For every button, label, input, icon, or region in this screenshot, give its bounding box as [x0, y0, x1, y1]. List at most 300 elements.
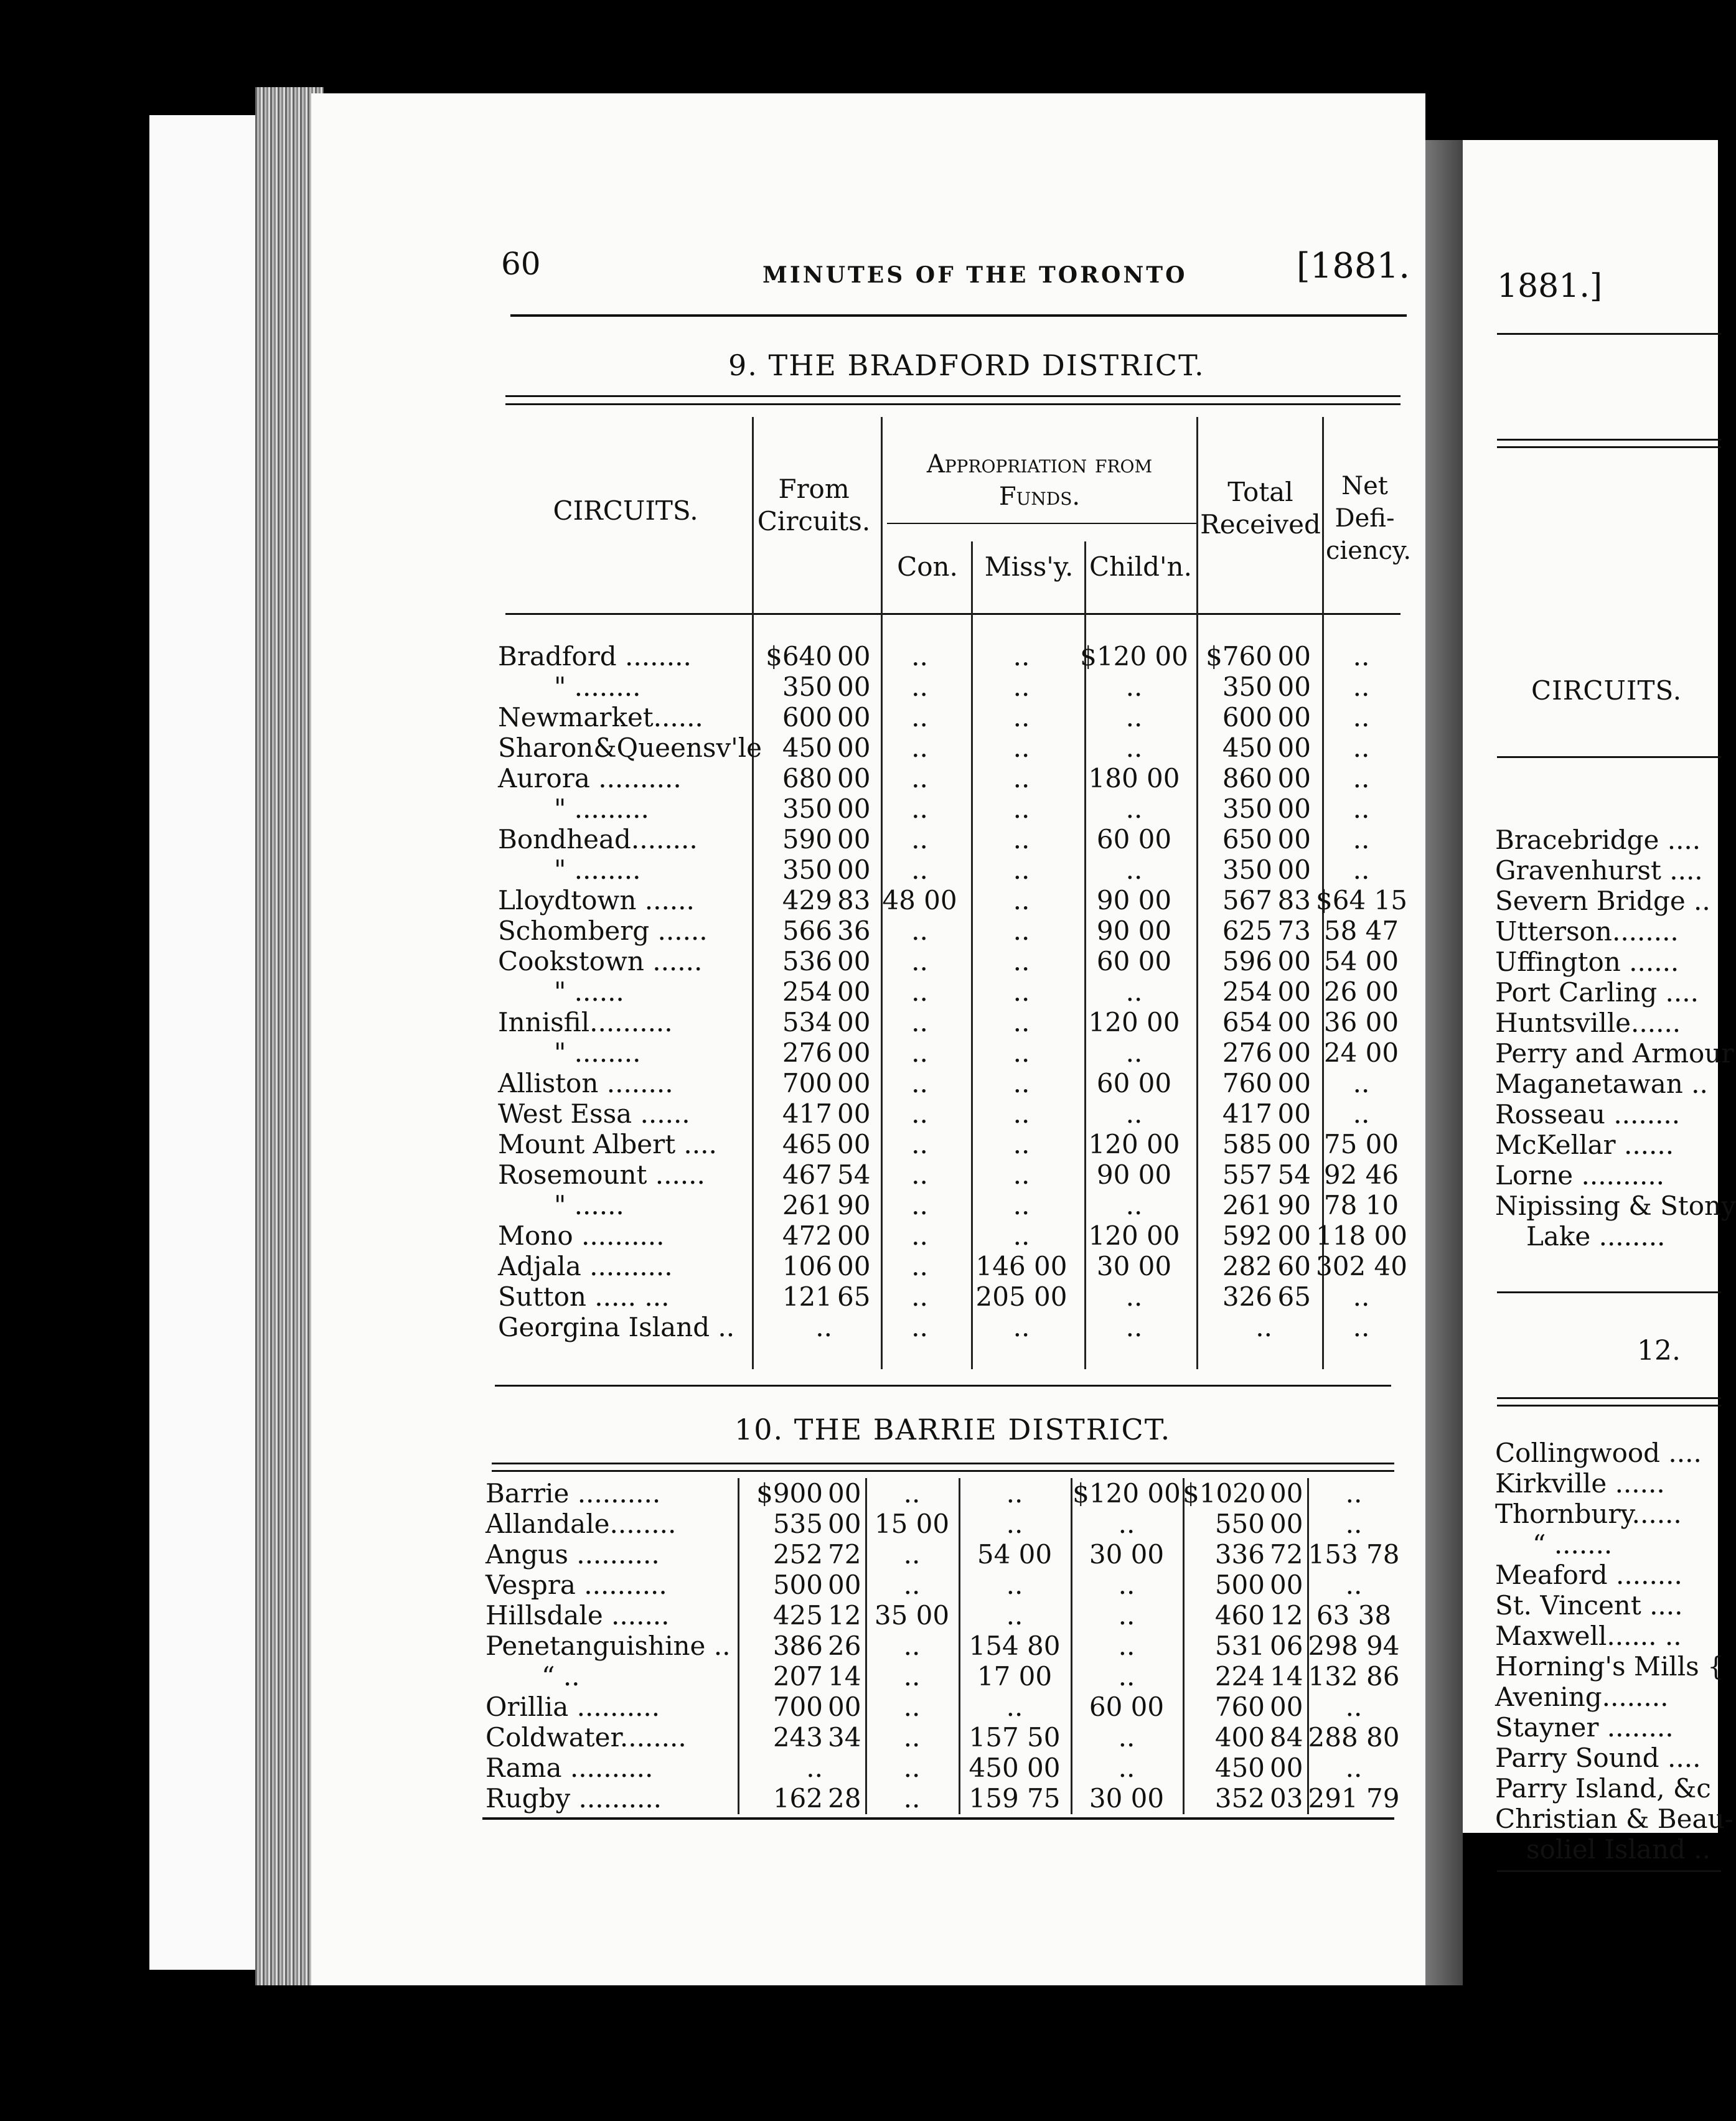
net-deficiency: 63 38: [1316, 1600, 1392, 1631]
total-cents: 00: [1277, 976, 1311, 1007]
childn-value: 120 00: [1088, 1129, 1180, 1159]
circuit-name: “ ..: [542, 1661, 580, 1692]
list-item: Avening........: [1495, 1682, 1669, 1712]
childn-value: 90 00: [1096, 1159, 1172, 1190]
rule: [1497, 756, 1721, 758]
total-cents: 00: [1277, 763, 1311, 794]
childn-value: ..: [1125, 1037, 1143, 1068]
circuit-name: Alliston ........: [498, 1068, 673, 1098]
from-cents: 00: [837, 1037, 871, 1068]
from-dollars: 590: [782, 824, 832, 854]
right-page-list: [1495, 1438, 1734, 1865]
missy-value: ..: [1013, 672, 1030, 702]
rule: [1497, 439, 1721, 441]
from-cents: 26: [828, 1631, 861, 1661]
childn-value: 60 00: [1096, 824, 1172, 854]
total-dollars: 596: [1222, 946, 1272, 976]
net-deficiency: $64 15: [1316, 885, 1407, 915]
missy-value: 450 00: [969, 1753, 1061, 1783]
con-value: ..: [903, 1539, 921, 1570]
page-year: [1881.: [1296, 246, 1410, 286]
missy-value: ..: [1006, 1509, 1023, 1539]
table-row: [486, 1753, 1401, 1783]
circuit-name: Cookstown ......: [498, 946, 703, 976]
total-cents: 73: [1277, 915, 1311, 946]
childn-value: ..: [1125, 1098, 1143, 1129]
list-item: Stayner ........: [1495, 1712, 1674, 1743]
total-dollars: 760: [1214, 1692, 1265, 1722]
net-deficiency: ..: [1353, 641, 1370, 672]
childn-value: ..: [1118, 1509, 1135, 1539]
total-dollars: 350: [1222, 794, 1272, 824]
con-value: ..: [903, 1783, 921, 1814]
childn-value: $120 00: [1072, 1478, 1181, 1509]
con-value: 15 00: [874, 1509, 950, 1539]
total-dollars: 417: [1222, 1098, 1272, 1129]
total-cents: 00: [1277, 702, 1311, 733]
circuit-name: Innisfil..........: [498, 1007, 673, 1037]
missy-value: 157 50: [969, 1722, 1061, 1753]
from-cents: [828, 1753, 865, 1783]
from-cents: 14: [828, 1661, 861, 1692]
from-cents: 34: [828, 1722, 861, 1753]
total-dollars: ..: [1255, 1312, 1272, 1342]
book-gutter: [1425, 140, 1463, 1985]
con-value: ..: [911, 1190, 928, 1220]
missy-value: ..: [1013, 794, 1030, 824]
total-cents: 00: [1277, 1220, 1311, 1251]
table-row: [498, 1251, 1407, 1281]
net-deficiency: ..: [1353, 854, 1370, 885]
right-page-district-number: 12.: [1637, 1335, 1681, 1367]
childn-value: ..: [1125, 1190, 1143, 1220]
circuit-name: Orillia ..........: [486, 1692, 660, 1722]
from-dollars: 252: [772, 1539, 823, 1570]
missy-value: ..: [1013, 824, 1030, 854]
total-cents: 84: [1270, 1722, 1303, 1753]
childn-value: ..: [1125, 672, 1143, 702]
net-deficiency: 291 79: [1308, 1783, 1400, 1814]
con-value: ..: [911, 763, 928, 794]
con-value: ..: [903, 1631, 921, 1661]
table-row: [498, 1068, 1407, 1098]
childn-value: ..: [1125, 794, 1143, 824]
from-dollars: 207: [772, 1661, 823, 1692]
from-dollars: ..: [806, 1753, 823, 1783]
circuit-name: Allandale........: [486, 1509, 677, 1539]
childn-value: 30 00: [1089, 1539, 1165, 1570]
net-deficiency: ..: [1345, 1509, 1363, 1539]
rule: [505, 613, 1401, 615]
list-item: soliel Island ..: [1526, 1834, 1710, 1865]
background-page: [149, 115, 261, 1970]
net-deficiency: ..: [1353, 794, 1370, 824]
con-value: ..: [911, 1098, 928, 1129]
from-cents: 00: [837, 702, 871, 733]
net-deficiency: 118 00: [1316, 1220, 1407, 1251]
from-cents: 00: [837, 824, 871, 854]
con-value: ..: [911, 915, 928, 946]
total-dollars: 350: [1222, 672, 1272, 702]
from-dollars: 243: [772, 1722, 823, 1753]
net-deficiency: 78 10: [1323, 1190, 1399, 1220]
circuit-name: Sutton ..... ...: [498, 1281, 670, 1312]
list-item: Christian & Beau-: [1495, 1804, 1734, 1834]
rule: [1497, 1291, 1721, 1293]
missy-value: ..: [1013, 1068, 1030, 1098]
con-value: ..: [903, 1722, 921, 1753]
net-deficiency: ..: [1353, 824, 1370, 854]
childn-value: 90 00: [1096, 915, 1172, 946]
header-total: Total Received: [1200, 477, 1321, 540]
con-value: ..: [911, 1129, 928, 1159]
table-row: [498, 915, 1407, 946]
list-item: Port Carling ....: [1495, 977, 1699, 1008]
net-deficiency: ..: [1345, 1753, 1363, 1783]
table-row: [486, 1570, 1401, 1600]
con-value: ..: [911, 672, 928, 702]
rule: [492, 1463, 1394, 1464]
list-item: Nipissing & Stony: [1495, 1191, 1736, 1221]
table-row: [486, 1661, 1401, 1692]
total-dollars: 261: [1222, 1190, 1272, 1220]
circuit-name: Adjala ..........: [498, 1251, 673, 1281]
from-dollars: 254: [782, 976, 832, 1007]
from-dollars: 472: [782, 1220, 832, 1251]
net-deficiency: ..: [1353, 672, 1370, 702]
net-deficiency: 75 00: [1323, 1129, 1399, 1159]
con-value: ..: [911, 1159, 928, 1190]
con-value: 35 00: [874, 1600, 950, 1631]
list-item: Uffington ......: [1495, 947, 1679, 977]
missy-value: 54 00: [977, 1539, 1053, 1570]
list-item: Collingwood ....: [1495, 1438, 1702, 1468]
total-dollars: 557: [1222, 1159, 1272, 1190]
con-value: ..: [911, 733, 928, 763]
from-cents: 36: [837, 915, 871, 946]
rule: [1497, 1397, 1721, 1399]
header-appropriation: Appropriation from Funds.: [926, 450, 1153, 511]
rule: [505, 395, 1401, 397]
total-dollars: 336: [1214, 1539, 1265, 1570]
total-cents: [1277, 1312, 1316, 1342]
table-row: [498, 672, 1407, 702]
rule: [887, 523, 1198, 524]
table-row: [498, 1220, 1407, 1251]
total-dollars: 592: [1222, 1220, 1272, 1251]
total-dollars: 350: [1222, 854, 1272, 885]
total-cents: 00: [1277, 1068, 1311, 1098]
net-deficiency: 26 00: [1323, 976, 1399, 1007]
missy-value: ..: [1013, 641, 1030, 672]
circuit-name: Mount Albert ....: [498, 1129, 717, 1159]
table-row: [498, 1159, 1407, 1190]
net-deficiency: ..: [1353, 1098, 1370, 1129]
childn-value: ..: [1118, 1600, 1135, 1631]
rule: [495, 1385, 1391, 1387]
total-cents: 00: [1277, 1037, 1311, 1068]
list-item: Gravenhurst ....: [1495, 855, 1703, 886]
from-dollars: 106: [782, 1251, 832, 1281]
con-value: ..: [903, 1478, 921, 1509]
list-item: Rosseau ........: [1495, 1099, 1681, 1130]
from-dollars: 261: [782, 1190, 832, 1220]
net-deficiency: ..: [1353, 1068, 1370, 1098]
from-cents: 00: [837, 1007, 871, 1037]
total-cents: 90: [1277, 1190, 1311, 1220]
net-deficiency: 24 00: [1323, 1037, 1399, 1068]
page-number: 60: [501, 246, 541, 282]
circuit-name: Vespra ..........: [486, 1570, 667, 1600]
circuit-name: Angus ..........: [486, 1539, 660, 1570]
table-row: [498, 946, 1407, 976]
total-cents: 00: [1277, 733, 1311, 763]
from-cents: 90: [837, 1190, 871, 1220]
from-cents: 00: [828, 1692, 861, 1722]
total-cents: 00: [1277, 1098, 1311, 1129]
missy-value: ..: [1006, 1478, 1023, 1509]
from-dollars: 450: [782, 733, 832, 763]
from-cents: 00: [837, 854, 871, 885]
total-dollars: 460: [1214, 1600, 1265, 1631]
from-dollars: 566: [782, 915, 832, 946]
childn-value: ..: [1118, 1661, 1135, 1692]
from-dollars: $640: [766, 641, 832, 672]
table-row: [498, 763, 1407, 794]
total-cents: 12: [1270, 1600, 1303, 1631]
total-dollars: 326: [1222, 1281, 1272, 1312]
from-cents: 00: [837, 1098, 871, 1129]
table-row: [498, 1281, 1407, 1312]
total-cents: 60: [1277, 1251, 1311, 1281]
circuit-name: Schomberg ......: [498, 915, 708, 946]
rule: [1497, 1405, 1721, 1407]
from-dollars: 465: [782, 1129, 832, 1159]
header-from-circuits: From Circuits.: [757, 474, 871, 536]
total-cents: 00: [1277, 641, 1311, 672]
from-cents: 00: [837, 794, 871, 824]
from-cents: 72: [828, 1539, 861, 1570]
from-dollars: 162: [772, 1783, 823, 1814]
total-cents: 00: [1277, 672, 1311, 702]
childn-value: 180 00: [1088, 763, 1180, 794]
running-header: [501, 246, 1410, 289]
header-circuits: CIRCUITS.: [553, 495, 698, 526]
childn-value: 120 00: [1088, 1007, 1180, 1037]
total-dollars: 585: [1222, 1129, 1272, 1159]
circuit-name: Coldwater........: [486, 1722, 687, 1753]
net-deficiency: ..: [1353, 1281, 1370, 1312]
from-cents: 83: [837, 885, 871, 915]
con-value: ..: [911, 976, 928, 1007]
childn-value: ..: [1125, 976, 1143, 1007]
total-cents: 00: [1277, 824, 1311, 854]
list-item: Maganetawan ..: [1495, 1069, 1708, 1099]
barrie-title: 10. THE BARRIE DISTRICT.: [734, 1413, 1171, 1446]
circuit-name: " ......: [554, 1190, 624, 1220]
from-dollars: 350: [782, 794, 832, 824]
net-deficiency: 153 78: [1308, 1539, 1400, 1570]
childn-value: ..: [1125, 1312, 1143, 1342]
missy-value: 17 00: [977, 1661, 1053, 1692]
missy-value: ..: [1013, 1190, 1030, 1220]
list-item: Perry and Armour: [1495, 1038, 1734, 1069]
from-cents: 65: [837, 1281, 871, 1312]
total-dollars: 550: [1214, 1509, 1265, 1539]
right-page-list: [1495, 825, 1736, 1252]
net-deficiency: ..: [1345, 1692, 1363, 1722]
missy-value: 205 00: [975, 1281, 1067, 1312]
circuit-name: Rama ..........: [486, 1753, 654, 1783]
con-value: ..: [903, 1692, 921, 1722]
from-dollars: 536: [782, 946, 832, 976]
missy-value: ..: [1006, 1692, 1023, 1722]
total-cents: 00: [1270, 1478, 1303, 1509]
table-row: [498, 885, 1407, 915]
header-rule: [510, 314, 1407, 317]
con-value: ..: [911, 702, 928, 733]
circuit-name: Bondhead........: [498, 824, 698, 854]
from-cents: 00: [837, 946, 871, 976]
net-deficiency: 58 47: [1323, 915, 1399, 946]
header-con: Con.: [897, 551, 958, 582]
con-value: ..: [911, 1281, 928, 1312]
from-dollars: 429: [782, 885, 832, 915]
total-dollars: 254: [1222, 976, 1272, 1007]
total-dollars: 760: [1222, 1068, 1272, 1098]
childn-value: ..: [1125, 1281, 1143, 1312]
missy-value: ..: [1013, 854, 1030, 885]
table-row: [498, 854, 1407, 885]
list-item: McKellar ......: [1495, 1130, 1674, 1160]
from-dollars: 467: [782, 1159, 832, 1190]
net-deficiency: 288 80: [1308, 1722, 1400, 1753]
from-cents: 00: [837, 1220, 871, 1251]
table-row: [498, 794, 1407, 824]
from-dollars: 700: [772, 1692, 823, 1722]
table-row: [498, 824, 1407, 854]
total-dollars: $1020: [1183, 1478, 1266, 1509]
total-dollars: 600: [1222, 702, 1272, 733]
table-row: [498, 702, 1407, 733]
missy-value: ..: [1013, 1037, 1030, 1068]
circuit-name: Hillsdale .......: [486, 1600, 670, 1631]
total-cents: 54: [1277, 1159, 1311, 1190]
header-missy: Miss'y.: [984, 551, 1074, 582]
childn-value: ..: [1118, 1631, 1135, 1661]
list-item: Meaford ........: [1495, 1560, 1682, 1590]
from-dollars: 417: [782, 1098, 832, 1129]
table-row: [498, 1098, 1407, 1129]
from-cents: 00: [828, 1570, 861, 1600]
header-childn: Child'n.: [1089, 551, 1192, 582]
total-dollars: 654: [1222, 1007, 1272, 1037]
total-cents: 06: [1270, 1631, 1303, 1661]
con-value: ..: [911, 794, 928, 824]
circuit-name: " ........: [554, 1037, 641, 1068]
header-net: Net Defi- ciency.: [1326, 472, 1412, 565]
list-item: Parry Island, &c: [1495, 1773, 1711, 1804]
net-deficiency: ..: [1345, 1570, 1363, 1600]
total-cents: 00: [1277, 854, 1311, 885]
right-page-circuits: CIRCUITS.: [1531, 675, 1682, 706]
from-cents: 00: [837, 672, 871, 702]
table-row: [486, 1692, 1401, 1722]
net-deficiency: 298 94: [1308, 1631, 1400, 1661]
net-deficiency: ..: [1353, 763, 1370, 794]
from-cents: 00: [837, 1129, 871, 1159]
missy-value: ..: [1006, 1600, 1023, 1631]
missy-value: ..: [1013, 1098, 1030, 1129]
table-row: [486, 1478, 1401, 1509]
circuit-name: Aurora ..........: [498, 763, 682, 794]
from-dollars: $900: [756, 1478, 823, 1509]
list-item: Parry Sound ....: [1495, 1743, 1701, 1773]
list-item: Lorne ..........: [1495, 1160, 1665, 1191]
circuit-name: Newmarket......: [498, 702, 703, 733]
rule: [1497, 333, 1721, 335]
table-row: [486, 1600, 1401, 1631]
total-cents: 14: [1270, 1661, 1303, 1692]
childn-value: ..: [1118, 1722, 1135, 1753]
childn-value: 30 00: [1089, 1783, 1165, 1814]
from-cents: 00: [837, 976, 871, 1007]
page-title: MINUTES OF THE TORONTO: [762, 262, 1188, 288]
table-row: [486, 1539, 1401, 1570]
circuit-name: " ........: [554, 672, 641, 702]
list-item: Bracebridge ....: [1495, 825, 1701, 855]
missy-value: 154 80: [969, 1631, 1061, 1661]
circuit-name: Rosemount ......: [498, 1159, 705, 1190]
con-value: ..: [911, 946, 928, 976]
table-row: [486, 1631, 1401, 1661]
circuit-name: " ......: [554, 976, 624, 1007]
missy-value: ..: [1013, 763, 1030, 794]
missy-value: ..: [1006, 1570, 1023, 1600]
con-value: ..: [911, 1037, 928, 1068]
net-deficiency: 92 46: [1323, 1159, 1399, 1190]
missy-value: ..: [1013, 1129, 1030, 1159]
total-dollars: 450: [1214, 1753, 1265, 1783]
table-row: [486, 1783, 1401, 1814]
circuit-name: " .........: [554, 794, 649, 824]
total-cents: 00: [1270, 1692, 1303, 1722]
from-cents: [837, 1312, 875, 1342]
net-deficiency: 132 86: [1308, 1661, 1400, 1692]
childn-value: ..: [1118, 1753, 1135, 1783]
list-item: Severn Bridge ..: [1495, 886, 1710, 916]
net-deficiency: ..: [1353, 1312, 1370, 1342]
net-deficiency: 302 40: [1316, 1251, 1407, 1281]
total-cents: 00: [1277, 1129, 1311, 1159]
from-dollars: 700: [782, 1068, 832, 1098]
total-dollars: 625: [1222, 915, 1272, 946]
rule: [492, 1470, 1394, 1472]
childn-value: 60 00: [1089, 1692, 1165, 1722]
from-cents: 28: [828, 1783, 861, 1814]
from-cents: 00: [828, 1509, 861, 1539]
con-value: ..: [903, 1661, 921, 1692]
missy-value: ..: [1013, 1007, 1030, 1037]
rule: [1497, 446, 1721, 448]
childn-value: ..: [1118, 1570, 1135, 1600]
con-value: ..: [911, 1007, 928, 1037]
from-dollars: 535: [772, 1509, 823, 1539]
con-value: ..: [911, 1251, 928, 1281]
missy-value: ..: [1013, 1220, 1030, 1251]
childn-value: 60 00: [1096, 946, 1172, 976]
list-item: Huntsville......: [1495, 1008, 1681, 1038]
